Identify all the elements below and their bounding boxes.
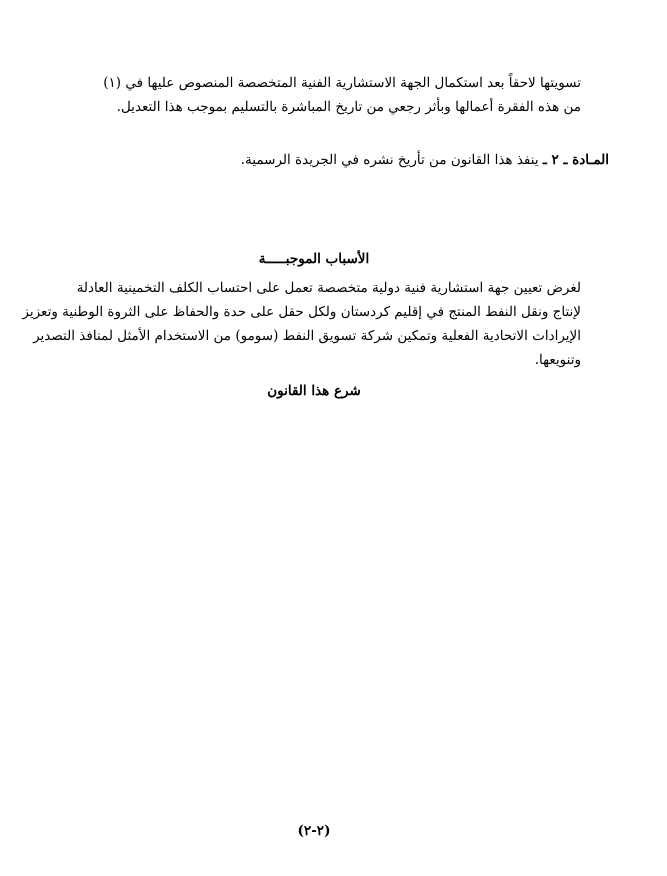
- reasons-line-2: لإنتاج ونقل النفط المنتج في إقليم كردستان ولكل حقل على حدة والحفاظ على الثروة الوطنية وتعزيز: [22, 304, 581, 320]
- explain-heading: شرع هذا القانون: [267, 383, 361, 399]
- continuation-paragraph: [101, 71, 581, 119]
- article-2-label: المـادة ـ ٢ ـ: [542, 152, 609, 168]
- article-2-paragraph: [189, 148, 609, 172]
- page-number: (٢-٢): [297, 823, 331, 839]
- reasons-line-4: وتنويعها.: [534, 352, 581, 368]
- article-2-text: ينفذ هذا القانون من تأريخ نشره في الجريدة الرسمية.: [240, 152, 543, 168]
- reasons-line-1: لغرض تعيين جهة استشارية فنية دولية متخصصة تعمل على احتساب الكلف التخمينية العادلة: [76, 280, 581, 296]
- continuation-line-1: تسويتها لاحقاً بعد استكمال الجهة الاستشارية الفنية المتخصصة المنصوص عليها في (١): [103, 75, 581, 91]
- reasons-heading: الأسباب الموجبـــــة: [258, 251, 370, 267]
- reasons-paragraph: [22, 276, 581, 372]
- article-2-line: [189, 148, 609, 172]
- continuation-line-2: من هذه الفقرة أعمالها وبأثر رجعي من تاريخ المباشرة بالتسليم بموجب هذا التعديل.: [116, 99, 581, 115]
- reasons-line-3: الإيرادات الاتحادية الفعلية وتمكين شركة تسويق النفط (سومو) من الاستخدام الأمثل لمنافذ التصدير: [33, 328, 581, 344]
